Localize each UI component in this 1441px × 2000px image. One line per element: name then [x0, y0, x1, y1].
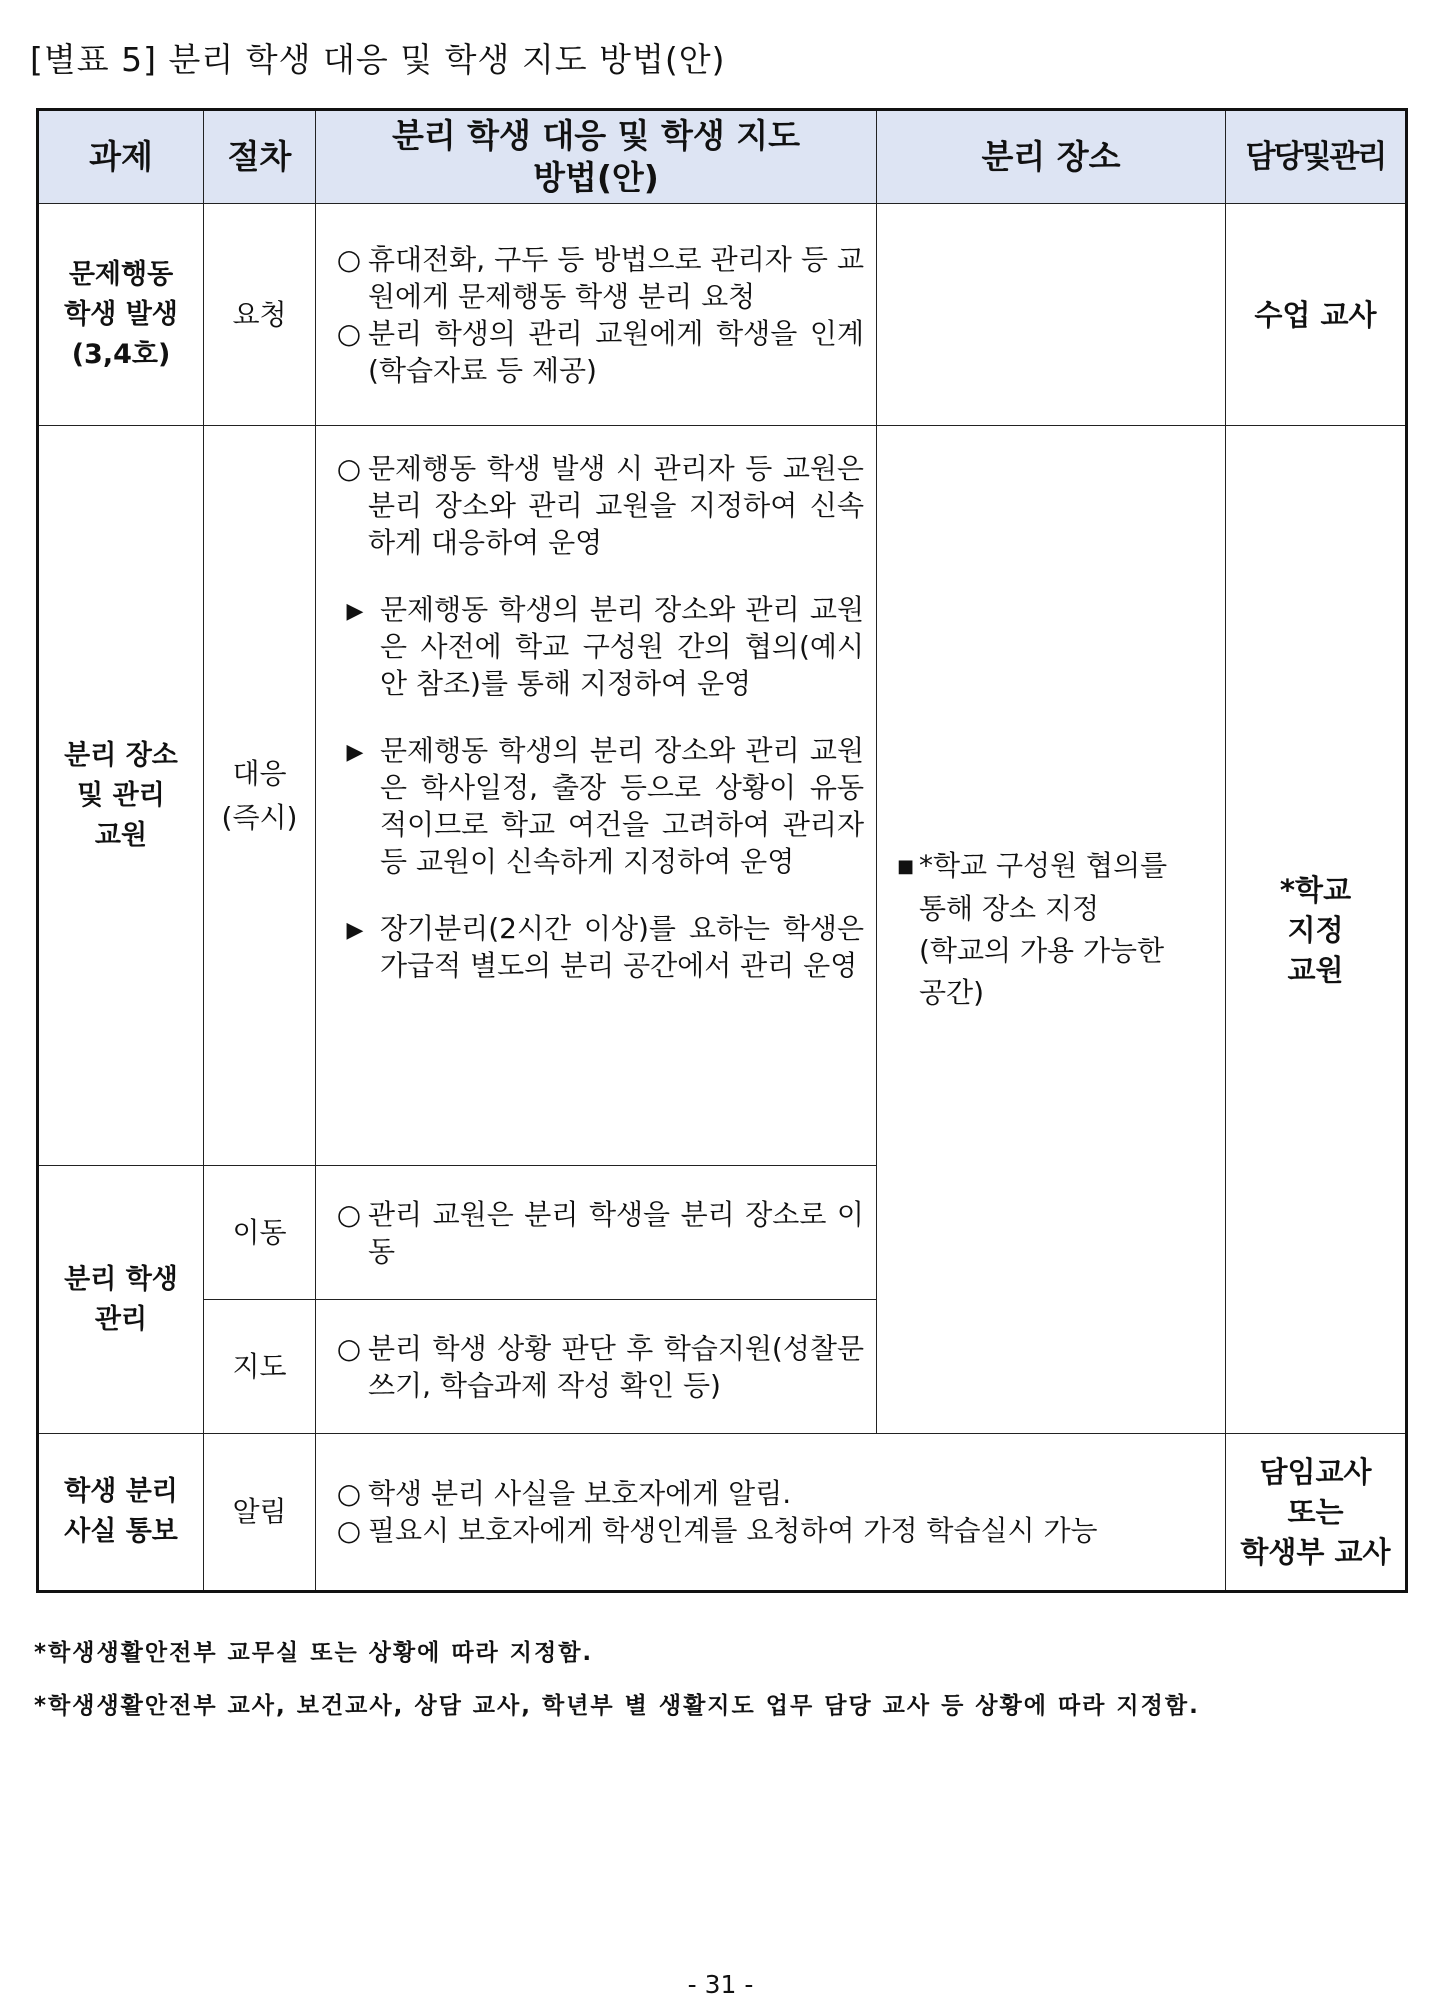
- place-line: 공간): [919, 976, 985, 1009]
- charge-line: *학교: [1279, 872, 1352, 907]
- header-row: [38, 110, 1407, 204]
- footnote-2: *학생생활안전부 교사, 보건교사, 상담 교사, 학년부 별 생활지도 업무 담당 교사 등 상황에 따라 지정함.: [34, 1693, 1200, 1719]
- method-item: [330, 1512, 1213, 1549]
- method-subitem: [330, 591, 864, 702]
- charge-cell: 수업 교사: [1226, 204, 1407, 426]
- method-item: [330, 315, 864, 389]
- method-subitem: [330, 732, 864, 880]
- header-method-line1: 분리 학생 대응 및 학생 지도: [391, 116, 801, 155]
- place-cell: [877, 426, 1226, 1434]
- procedure-cell: 이동: [204, 1166, 316, 1300]
- charge-cell: [1226, 1434, 1407, 1592]
- task-line: 관리: [94, 1303, 148, 1335]
- circle-bullet-icon: ○: [336, 316, 362, 350]
- method-cell: [316, 1434, 1226, 1592]
- method-item-text: 휴대전화, 구두 등 방법으로 관리자 등 교원에게 문제행동 학생 분리 요청: [368, 242, 864, 313]
- row-response: [38, 426, 1407, 1166]
- procedure-cell: [204, 426, 316, 1166]
- method-cell: [316, 1166, 877, 1300]
- circle-bullet-icon: ○: [336, 1197, 362, 1231]
- row-request: [38, 204, 1407, 426]
- procedure-cell: 요청: [204, 204, 316, 426]
- circle-bullet-icon: ○: [336, 1514, 362, 1547]
- triangle-bullet-icon: ▶: [346, 599, 364, 624]
- method-cell: [316, 426, 877, 1166]
- method-item-text: 분리 학생 상황 판단 후 학습지원(성찰문 쓰기, 학습과제 작성 확인 등): [368, 1331, 864, 1402]
- charge-line: 학생부 교사: [1240, 1535, 1391, 1569]
- triangle-bullet-icon: ▶: [346, 740, 364, 765]
- method-cell: [316, 1300, 877, 1434]
- header-method-line2: 방법(안): [533, 158, 659, 197]
- circle-bullet-icon: ○: [336, 1477, 362, 1510]
- task-cell: [38, 204, 204, 426]
- task-line: 및 관리: [77, 779, 165, 811]
- method-subitem-text: 문제행동 학생의 분리 장소와 관리 교원은 학사일정, 출장 등으로 상황이 유동적이므로 학교 여건을 고려하여 관리자 등 교원이 신속하게 지정하여 운영: [380, 734, 864, 878]
- method-item: [330, 1330, 864, 1404]
- charge-line: 담임교사: [1259, 1455, 1372, 1489]
- procedure-line: 대응: [232, 756, 287, 790]
- method-subitem: [330, 910, 864, 984]
- circle-bullet-icon: ○: [336, 242, 362, 276]
- procedure-cell: 알림: [204, 1434, 316, 1592]
- row-notify: [38, 1434, 1407, 1592]
- method-item: [330, 450, 864, 561]
- header-place: 분리 장소: [877, 110, 1226, 204]
- header-charge: 담당및관리: [1226, 110, 1407, 204]
- circle-bullet-icon: ○: [336, 452, 362, 485]
- task-line: 교원: [94, 819, 148, 851]
- method-item: [330, 1196, 864, 1270]
- place-cell-empty: [877, 204, 1226, 426]
- task-line: 문제행동: [68, 258, 174, 290]
- charge-line: 교원: [1287, 952, 1344, 987]
- square-bullet-icon: ■: [897, 856, 915, 877]
- header-task: 과제: [38, 110, 204, 204]
- task-line: 분리 장소: [64, 739, 178, 771]
- method-cell: [316, 204, 877, 426]
- place-line: (학교의 가용 가능한: [919, 934, 1165, 967]
- method-item-text: 문제행동 학생 발생 시 관리자 등 교원은 분리 장소와 관리 교원을 지정하여 신속하게 대응하여 운영: [368, 452, 864, 559]
- task-cell: [38, 1166, 204, 1434]
- place-line: 통해 장소 지정: [919, 892, 1100, 925]
- charge-line: 또는: [1287, 1495, 1344, 1529]
- header-procedure: 절차: [204, 110, 316, 204]
- page-number: - 31 -: [687, 1970, 754, 1999]
- method-subitem-text: 장기분리(2시간 이상)를 요하는 학생은 가급적 별도의 분리 공간에서 관리 운영: [380, 912, 864, 982]
- guidance-table: [36, 108, 1408, 1593]
- triangle-bullet-icon: ▶: [346, 918, 364, 943]
- place-text: [897, 845, 1211, 888]
- circle-bullet-icon: ○: [336, 1331, 362, 1365]
- method-item: [330, 1475, 1213, 1512]
- charge-line: 지정: [1287, 912, 1344, 947]
- task-line: (3,4호): [71, 338, 171, 370]
- task-line: 사실 통보: [64, 1516, 178, 1547]
- header-method: [316, 110, 877, 204]
- footnote-1: *학생생활안전부 교무실 또는 상황에 따라 지정함.: [34, 1640, 594, 1666]
- task-line: 학생 분리: [64, 1476, 178, 1507]
- charge-cell: [1226, 426, 1407, 1434]
- method-item-text: 관리 교원은 분리 학생을 분리 장소로 이동: [368, 1197, 864, 1268]
- method-item-text: 학생 분리 사실을 보호자에게 알림.: [368, 1477, 792, 1510]
- task-cell: [38, 426, 204, 1166]
- method-item: [330, 241, 864, 315]
- place-line: *학교 구성원 협의를: [919, 849, 1168, 882]
- method-item-text: 필요시 보호자에게 학생인계를 요청하여 가정 학습실시 가능: [368, 1514, 1098, 1547]
- procedure-line: (즉시): [221, 800, 298, 834]
- task-line: 분리 학생: [64, 1263, 178, 1295]
- task-line: 학생 발생: [64, 298, 178, 330]
- procedure-cell: 지도: [204, 1300, 316, 1434]
- method-subitem-text: 문제행동 학생의 분리 장소와 관리 교원은 사전에 학교 구성원 간의 협의(예시안 참조)를 통해 지정하여 운영: [380, 593, 864, 700]
- document-title: [별표 5] 분리 학생 대응 및 학생 지도 방법(안): [30, 40, 726, 79]
- method-item-text: 분리 학생의 관리 교원에게 학생을 인계(학습자료 등 제공): [368, 316, 864, 387]
- task-cell: [38, 1434, 204, 1592]
